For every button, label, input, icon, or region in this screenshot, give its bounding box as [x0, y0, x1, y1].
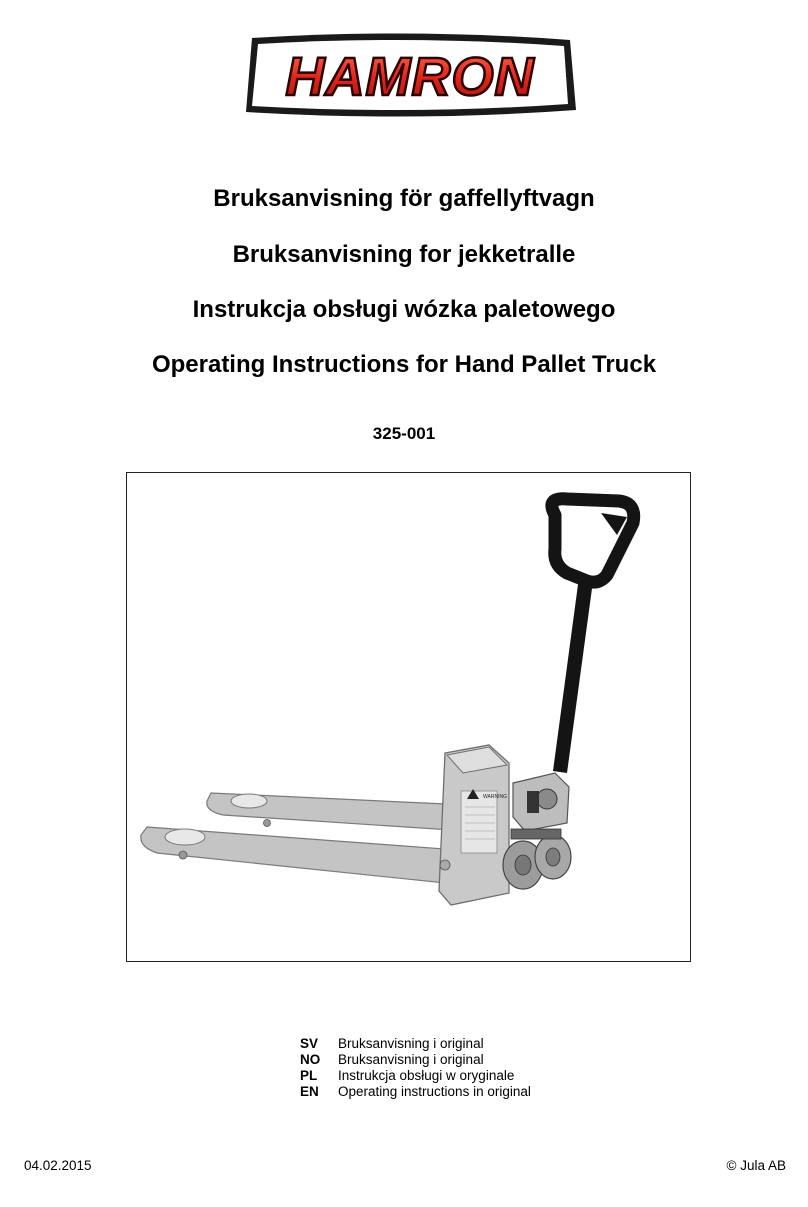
footer-date: 04.02.2015 — [24, 1158, 92, 1173]
language-code: EN — [300, 1084, 319, 1099]
title-en: Operating Instructions for Hand Pallet Truck — [151, 351, 657, 378]
logo-graphic — [238, 30, 582, 122]
language-label: Bruksanvisning i original — [338, 1036, 484, 1051]
language-list — [300, 1036, 531, 1100]
language-label: Instrukcja obsługi w oryginale — [338, 1068, 515, 1083]
warning-sticker-text: WARNING — [483, 794, 507, 800]
product-image-frame — [126, 472, 691, 962]
language-row-en — [300, 1084, 531, 1100]
title-pl: Instrukcja obsługi wózka paletowego — [192, 296, 616, 323]
footer-copyright: © Jula AB — [726, 1158, 786, 1173]
language-code: NO — [300, 1052, 321, 1067]
language-row-sv — [300, 1036, 531, 1052]
language-label: Operating instructions in original — [338, 1084, 531, 1099]
language-row-pl — [300, 1068, 531, 1084]
language-label: Bruksanvisning i original — [338, 1052, 484, 1067]
pallet-truck-illustration — [127, 473, 692, 963]
language-code: SV — [300, 1036, 319, 1051]
model-number: 325-001 — [372, 424, 436, 443]
hamron-logo — [238, 30, 582, 122]
logo-text: HAMRON — [285, 47, 535, 107]
title-sv: Bruksanvisning för gaffellyftvagn — [213, 185, 595, 212]
title-no: Bruksanvisning for jekketralle — [232, 241, 576, 268]
language-row-no — [300, 1052, 531, 1068]
language-code: PL — [300, 1068, 318, 1083]
